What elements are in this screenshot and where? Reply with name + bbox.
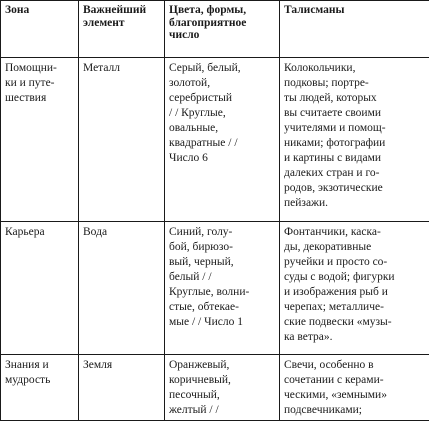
header-colors: Цвета, формы, благоприятное число: [165, 1, 280, 58]
element-cell: Металл: [79, 58, 165, 222]
element-cell: Вода: [79, 222, 165, 355]
talismans-cell: Фонтанчики, каска- ды, декоративные ручейки и просто со- суды с водой; фигурки и изображения рыб и черепах; металличе- ские подвески «музы- ка ветра».: [280, 222, 429, 355]
zone-cell: Помощни- ки и путе- шествия: [1, 58, 79, 222]
table-row: [1, 58, 429, 222]
zone-cell: Знания и мудрость: [1, 355, 79, 421]
colors-cell: Синий, голу- бой, бирюзо- вый, черный, белый / / Круглые, волни- стые, обтекае- мые / / Число 1: [165, 222, 280, 355]
colors-cell: Серый, белый, золотой, серебристый / / Круглые, овальные, квадратные / / Число 6: [165, 58, 280, 222]
header-row: [1, 1, 429, 58]
header-talismans: Талисманы: [280, 1, 429, 58]
header-zone: Зона: [1, 1, 79, 58]
header-element: Важнейший элемент: [79, 1, 165, 58]
zone-cell: Карьера: [1, 222, 79, 355]
talismans-cell: Свечи, особенно в сочетании с керами- ческими, «земными» подсвечниками;: [280, 355, 429, 421]
table-row: [1, 355, 429, 421]
element-cell: Земля: [79, 355, 165, 421]
talismans-cell: Колокольчики, подковы; портре- ты людей, которых вы считаете своими учителями и помощ- никами; фотографии и картины с видами далеких стран и го- родов, экзотические пейзажи.: [280, 58, 429, 222]
colors-cell: Оранжевый, коричневый, песочный, желтый / /: [165, 355, 280, 421]
table-row: [1, 222, 429, 355]
